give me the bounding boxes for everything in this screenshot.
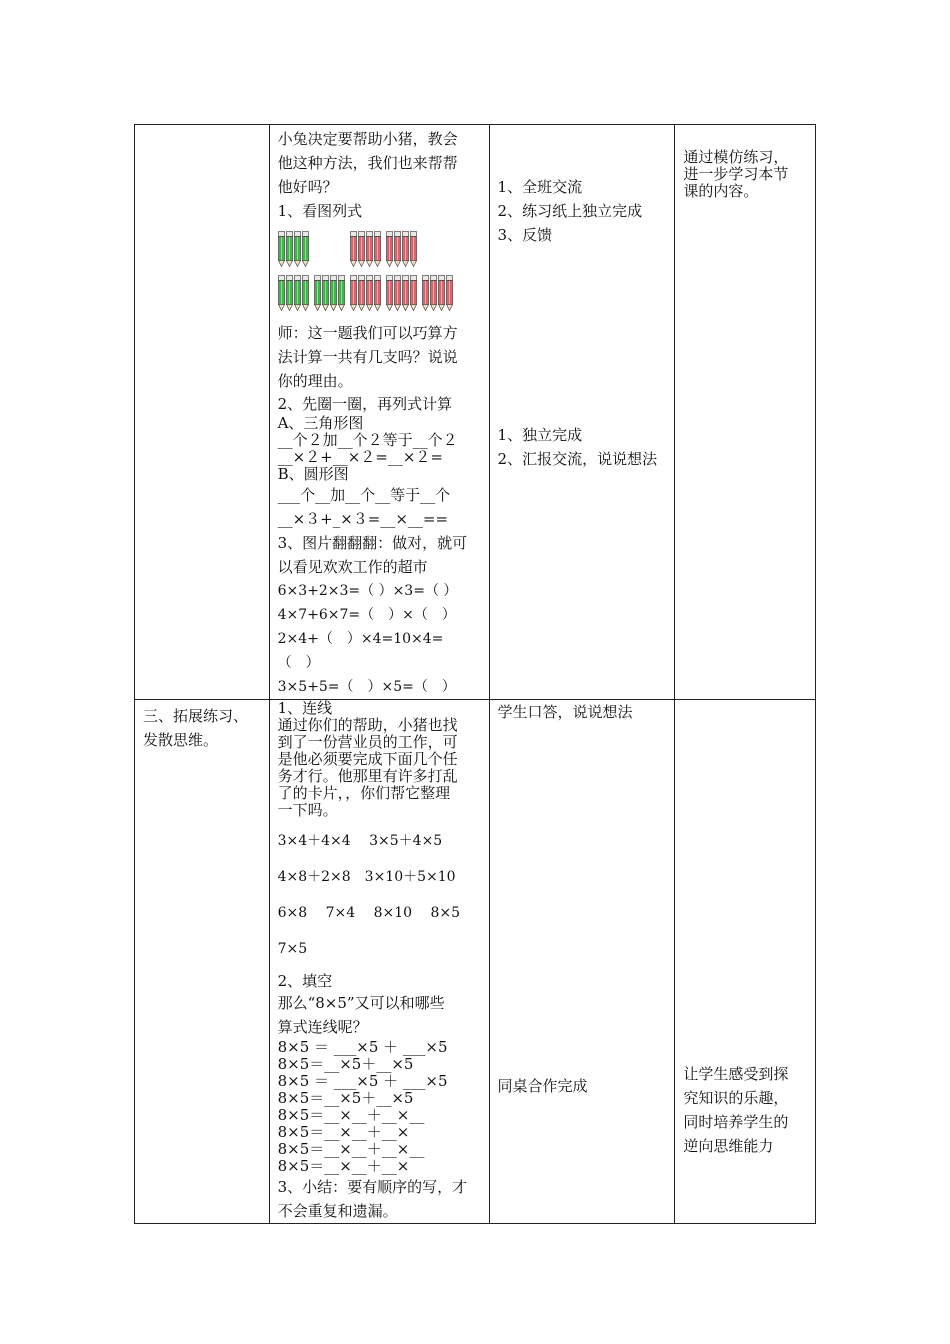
intent-line: 同时培养学生的 — [683, 1113, 789, 1131]
card-line: 4×8＋2×8 3×10＋5×10 — [277, 869, 456, 885]
s2-title: 2、填空 — [277, 972, 333, 990]
student-step: 学生口答，说说想法 — [497, 703, 633, 721]
q3-equation: 4×7+6×7=（ ）×（ ） — [277, 607, 456, 623]
intent-line: 通过模仿练习， — [683, 148, 789, 166]
q3-equation: 6×3+2×3=（ ）×3=（ ） — [277, 583, 458, 599]
red-pencil-bundle — [350, 275, 382, 311]
pencil-icon — [294, 275, 301, 311]
design-intent-cell — [675, 125, 816, 700]
q2-line: __×２+__×２=__×２= — [277, 448, 443, 466]
student-step: 2、练习纸上独立完成 — [497, 202, 643, 220]
s2-text: 算式连线呢？ — [277, 1018, 368, 1036]
pencil-icon — [386, 275, 393, 311]
teacher-line: 师：这一题我们可以巧算方 — [277, 324, 458, 342]
stage-cell — [135, 125, 270, 700]
student-step: 2、汇报交流，说说想法 — [497, 450, 658, 468]
pencil-icon — [314, 275, 321, 311]
s1-text: 了的卡片，，你们帮它整理 — [277, 784, 451, 802]
student-step: 1、独立完成 — [497, 426, 583, 444]
red-pencil-bundle — [350, 231, 382, 267]
intent-line: 逆向思维能力 — [683, 1137, 774, 1155]
q2-line: __×３+_×３=__×__== — [277, 510, 449, 528]
pencil-icon — [366, 231, 373, 267]
table-row — [135, 125, 816, 700]
pencil-icon — [446, 275, 453, 311]
q2-line: __个２加__个２等于__个２ — [277, 431, 458, 449]
q3-line: 以看见欢欢工作的超市 — [277, 558, 428, 576]
q2-line: B、圆形图 — [277, 465, 349, 483]
green-pencil-bundle — [314, 275, 346, 311]
s1-text: 一下吗。 — [277, 801, 338, 819]
stage-title: 发散思维。 — [143, 731, 219, 749]
pencil-icon — [286, 275, 293, 311]
fill-line: 8×5 ＝ ___×5 ＋ ___×5 — [277, 1072, 448, 1090]
pencil-icon — [410, 275, 417, 311]
teacher-activity-cell — [269, 700, 489, 1224]
pencil-icon — [350, 231, 357, 267]
pencil-row — [278, 227, 481, 271]
pencil-icon — [358, 275, 365, 311]
fill-line: 8×5＝__×5＋__×5 — [277, 1089, 414, 1107]
student-step: 同桌合作完成 — [497, 1077, 588, 1095]
intro-line: 小兔决定要帮助小猪，教会 — [277, 130, 458, 148]
pencil-icon — [366, 275, 373, 311]
intent-line: 究知识的乐趣， — [683, 1089, 789, 1107]
card-line: 3×4＋4×4 3×5＋4×5 — [277, 833, 443, 849]
red-pencil-bundle — [422, 275, 454, 311]
stage-title: 三、拓展练习、 — [143, 707, 249, 725]
s1-text: 是他必须要完成下面几个任 — [277, 750, 458, 768]
fill-line: 8×5＝__×__＋__×__ — [277, 1106, 425, 1124]
s1-title: 1、连线 — [277, 699, 333, 717]
q2-title: 2、先圈一圈，再列式计算 — [277, 395, 453, 413]
summary-line: 不会重复和遗漏。 — [277, 1202, 398, 1220]
pencil-icon — [402, 275, 409, 311]
intent-line: 进一步学习本节 — [683, 165, 789, 183]
pencil-icon — [322, 275, 329, 311]
pencil-icon — [422, 275, 429, 311]
pencil-icon — [394, 231, 401, 267]
red-pencil-bundle — [386, 275, 418, 311]
q2-line: A、三角形图 — [277, 414, 364, 432]
fill-line: 8×5 ＝ ___×5 ＋ ___×5 — [277, 1038, 448, 1056]
student-step: 3、反馈 — [497, 226, 553, 244]
s1-text: 到了一份营业员的工作，可 — [277, 733, 458, 751]
card-line: 6×8 7×4 8×10 8×5 — [277, 905, 461, 921]
lesson-plan-table — [134, 124, 816, 1224]
pencil-icon — [374, 275, 381, 311]
intent-line: 课的内容。 — [683, 182, 759, 200]
pencil-icon — [438, 275, 445, 311]
pencil-icon — [278, 231, 285, 267]
student-step: 1、全班交流 — [497, 178, 583, 196]
teacher-activity-cell — [269, 125, 489, 700]
green-pencil-bundle — [278, 275, 310, 311]
q3-equation: 2×4+（ ）×4=10×4= — [277, 631, 444, 647]
s2-text: 那么“8×5”又可以和哪些 — [277, 994, 445, 1012]
pencil-icon — [402, 231, 409, 267]
intro-line: 他好吗？ — [277, 178, 338, 196]
student-activity-cell — [489, 125, 675, 700]
pencil-icon — [278, 275, 285, 311]
pencil-icon — [358, 231, 365, 267]
red-pencil-bundle — [386, 231, 418, 267]
stage-cell — [135, 700, 270, 1224]
pencil-icon — [410, 231, 417, 267]
summary-line: 3、小结：要有顺序的写，才 — [277, 1178, 468, 1196]
fill-line: 8×5＝__×__＋__×__ — [277, 1140, 425, 1158]
intent-line: 让学生感受到探 — [683, 1065, 789, 1083]
s1-text: 通过你们的帮助，小猪也找 — [277, 716, 458, 734]
table-row — [135, 700, 816, 1224]
pencil-icon — [302, 275, 309, 311]
pencil-icon — [302, 231, 309, 267]
design-intent-cell — [675, 700, 816, 1224]
teacher-line: 你的理由。 — [277, 372, 353, 390]
pencil-icon — [330, 275, 337, 311]
pencil-icon — [374, 231, 381, 267]
intro-line: 他这种方法，我们也来帮帮 — [277, 154, 458, 172]
green-pencil-bundle — [278, 231, 310, 267]
q2-line: ___个__加__个__等于__个 — [277, 486, 451, 504]
pencil-icon — [430, 275, 437, 311]
pencil-icon — [394, 275, 401, 311]
pencil-icon — [294, 231, 301, 267]
pencil-icon — [386, 231, 393, 267]
fill-line: 8×5＝__×5＋__×5 — [277, 1055, 414, 1073]
pencil-icon — [350, 275, 357, 311]
teacher-line: 法计算一共有几支吗？说说 — [277, 348, 458, 366]
q3-equation: 3×5+5=（ ）×5=（ ） — [277, 679, 456, 695]
s1-text: 务才行。他那里有许多打乱 — [277, 767, 458, 785]
pencil-row — [278, 271, 481, 315]
q1-title: 1、看图列式 — [277, 202, 363, 220]
pencil-bundles-illustration — [278, 227, 481, 315]
q3-line: 3、图片翻翻翻：做对，就可 — [277, 534, 468, 552]
fill-line: 8×5＝__×__＋__× — [277, 1157, 410, 1175]
pencil-icon — [286, 231, 293, 267]
q3-equation: （ ） — [277, 655, 320, 671]
fill-line: 8×5＝__×__＋__× — [277, 1123, 410, 1141]
card-line: 7×5 — [277, 941, 308, 957]
student-activity-cell — [489, 700, 675, 1224]
pencil-icon — [338, 275, 345, 311]
